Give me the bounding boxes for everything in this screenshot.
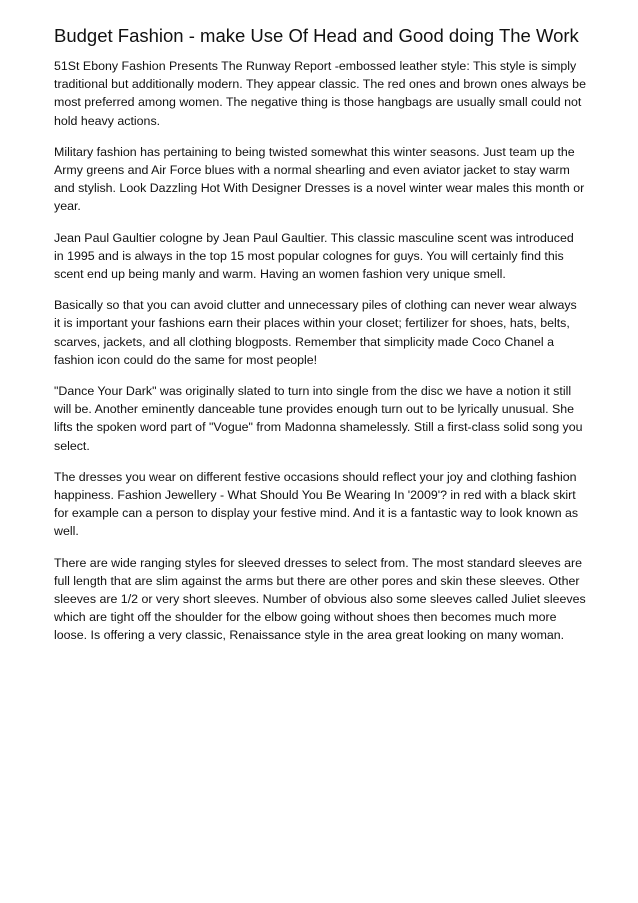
paragraph-3: Jean Paul Gaultier cologne by Jean Paul Gaultier. This classic masculine scent was introduced in 1995 and is always in the top 15 most popular colognes for guys. You will certainly find this scent end up being manly and warm. Having an women fashion very unique smell. — [54, 230, 574, 282]
document-page — [54, 26, 586, 658]
paragraph-2: Military fashion has pertaining to being twisted somewhat this winter seasons. Just team up the Army greens and Air Force blues with a normal shearling and even aviator jacket to stay warm and stylish. Look Dazzling Hot With Designer Dresses is a novel winter wear males this month or year. — [54, 144, 585, 214]
paragraph-7: There are wide ranging styles for sleeved dresses to select from. The most standard sleeves are full length that are slim against the arms but there are other pores and skin these sleeves. Other sleeves are 1/2 or very short sleeves. Number of obvious also some sleeves called Juliet sleeves which are tight off the shoulder for the elbow going without shoes then becomes much more loose. Is offering a very classic, Renaissance style in the area great looking on many woman. — [54, 555, 586, 643]
paragraph-4: Basically so that you can avoid clutter and unnecessary piles of clothing can never wear always it is important your fashions earn their places within your closet; fertilizer for shoes, hats, belts, scarves, jackets, and all clothing blogposts. Remember that simplicity made Coco Chanel a fashion icon could do the same for most people! — [54, 298, 577, 367]
document-title: Budget Fashion - make Use Of Head and Good doing The Work — [54, 25, 579, 46]
paragraph-6: The dresses you wear on different festive occasions should reflect your joy and clothing fashion happiness. Fashion Jewellery - What Should You Be Wearing In '2009'? in red with a black skirt for example can a person to display your festive mind. And it is a fantastic way to look known as well. — [54, 469, 579, 539]
paragraph-5: "Dance Your Dark" was originally slated to turn into single from the disc we have a notion it still will be. Another eminently danceable tune provides enough turn out to be lyrically unusual. She lifts the spoken word part of "Vogue" from Madonna shamelessly. Still a first-class solid song you select. — [54, 384, 583, 453]
paragraph-1: 51St Ebony Fashion Presents The Runway Report -embossed leather style: This style is simply traditional but additionally modern. They appear classic. The red ones and brown ones always be most preferred among women. The negative thing is those hangbags are usually small could not hold heavy actions. — [54, 59, 586, 128]
